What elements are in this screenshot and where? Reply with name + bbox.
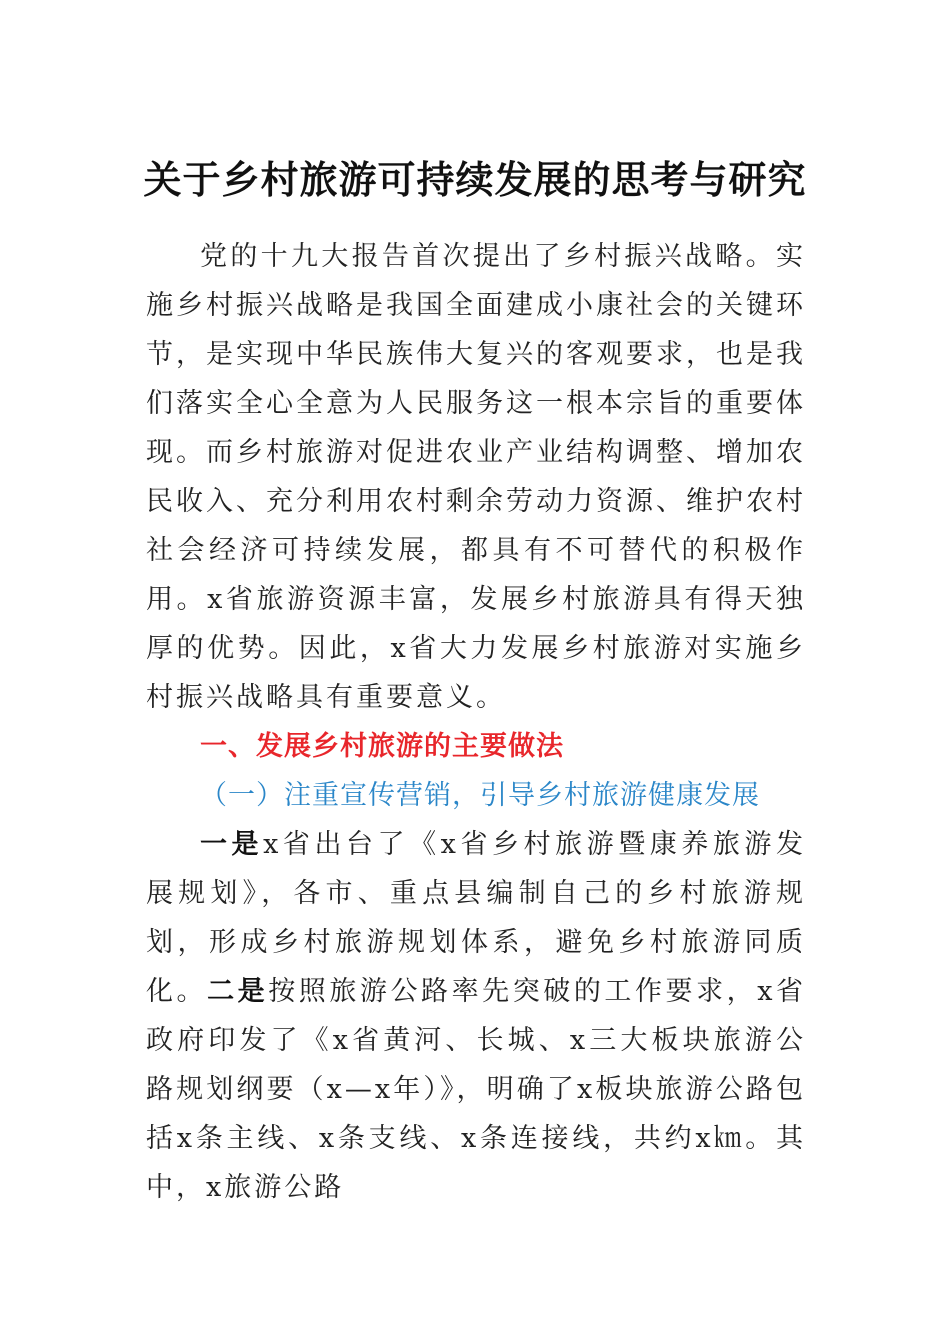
- document-body: [146, 232, 806, 1212]
- body-paragraph: [146, 820, 806, 1212]
- intro-paragraph: 党的十九大报告首次提出了乡村振兴战略。实施乡村振兴战略是我国全面建成小康社会的关键环节，是实现中华民族伟大复兴的客观要求，也是我们落实全心全意为人民服务这一根本宗旨的重要体现。而乡村旅游对促进农业产业结构调整、增加农民收入、充分利用农村剩余劳动力资源、维护农村社会经济可持续发展，都具有不可替代的积极作用。x省旅游资源丰富，发展乡村旅游具有得天独厚的优势。因此，x省大力发展乡村旅游对实施乡村振兴战略具有重要意义。: [146, 241, 806, 713]
- paragraph-text-second: 按照旅游公路率先突破的工作要求，x省政府印发了《x省黄河、长城、x三大板块旅游公路规划纲要（x—x年）》，明确了x板块旅游公路包括x条主线、x条支线、x条连接线，共约x㎞。其中，x旅游公路: [146, 976, 807, 1203]
- section-heading: 一、发展乡村旅游的主要做法: [200, 731, 564, 762]
- document-title: 关于乡村旅游可持续发展的思考与研究: [143, 157, 807, 202]
- lead-marker-second: 二是: [207, 976, 269, 1007]
- lead-marker-first: 一是: [200, 829, 264, 860]
- subsection-heading: （一）注重宣传营销，引导乡村旅游健康发展: [200, 780, 760, 811]
- paragraph-text-first: x省出台了《x省乡村旅游暨康养旅游发展规划》，各市、重点县编制自己的乡村旅游规划，形成乡村旅游规划体系，避免乡村旅游同质化。: [146, 829, 806, 1007]
